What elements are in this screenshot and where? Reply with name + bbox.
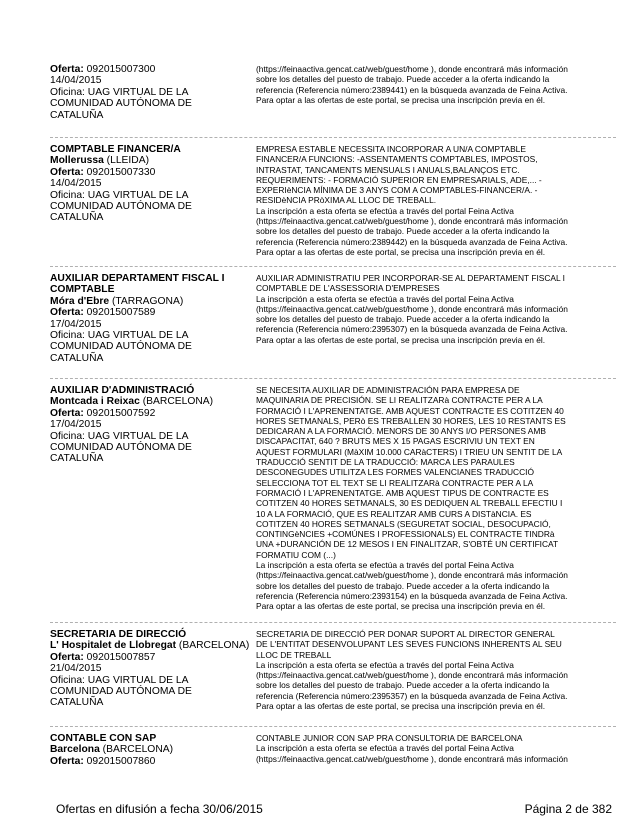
offer-office-line: COMUNIDAD AUTÓNOMA DE bbox=[50, 201, 192, 213]
description-line: EXPERIèNCIA MÍNIMA DE 3 ANYS COM A COMPTABLES-FINANCER/A. - bbox=[256, 185, 538, 196]
offer-title: SECRETARIA DE DIRECCIÓ bbox=[50, 629, 187, 640]
offer-number: 092015007857 bbox=[86, 651, 156, 663]
offer-description bbox=[256, 629, 616, 711]
description-line: La inscripción a esta oferta se efectúa a través del portal Feina Activa bbox=[256, 205, 514, 216]
description-line: COTITZEN 40 HORES SETMANALS (SEGURETAT SOCIAL, DESOCUPACIÓ, bbox=[256, 518, 551, 529]
offer-number-label: Oferta: bbox=[50, 166, 84, 178]
description-line: referencia (Referencia número:2389441) en la búsqueda avanzada de Feina Activa. bbox=[256, 84, 568, 95]
offer-location bbox=[50, 296, 250, 307]
offer-office-line: Oficina: UAG VIRTUAL DE LA bbox=[50, 330, 189, 342]
description-line: Para optar a las ofertas de este portal, se precisa una inscripción previa en él. bbox=[256, 701, 546, 712]
offer-description bbox=[256, 144, 616, 257]
offer-meta bbox=[50, 733, 250, 767]
description-line: CONTINGèNCIES +COMÚNES I PROFESSIONALS) EL CONTRACTE TINDRà bbox=[256, 529, 555, 540]
description-line: referencia (Referencia número:2395357) en la búsqueda avanzada de Feina Activa. bbox=[256, 690, 568, 701]
offer-office-line: COMUNIDAD AUTÓNOMA DE bbox=[50, 686, 192, 698]
description-line: SECRETARIA DE DIRECCIÓ PER DONAR SUPORT AL DIRECTOR GENERAL bbox=[256, 629, 555, 639]
description-line: DEDICARAN A LA FORMACIÓ. MENORS DE 30 ANYS I/O PERSONES AMB bbox=[256, 426, 546, 437]
offer-number-label: Oferta: bbox=[50, 755, 84, 767]
offer-number-line bbox=[50, 756, 250, 767]
offer-province: (BARCELONA) bbox=[178, 640, 250, 652]
description-line: La inscripción a esta oferta se efectúa a través del portal Feina Activa bbox=[256, 293, 514, 304]
offer-office-line: CATALUÑA bbox=[50, 109, 104, 121]
offer-separator bbox=[50, 622, 616, 623]
description-line: (https://feinaactiva.gencat.cat/web/guest/home ), donde encontrará más información bbox=[256, 64, 568, 74]
offer-description bbox=[256, 64, 616, 105]
offer-office-line: Oficina: UAG VIRTUAL DE LA bbox=[50, 674, 189, 686]
offer-office-line: CATALUÑA bbox=[50, 352, 104, 364]
offer-office-line: COMUNIDAD AUTÓNOMA DE bbox=[50, 442, 192, 454]
description-line: La inscripción a esta oferta se efectúa a través del portal Feina Activa bbox=[256, 659, 514, 670]
offer-office-line: Oficina: UAG VIRTUAL DE LA bbox=[50, 430, 189, 442]
offer-meta bbox=[50, 273, 250, 364]
description-line: (https://feinaactiva.gencat.cat/web/guest/home ), donde encontrará más información bbox=[256, 570, 568, 581]
offer-date: 17/04/2015 bbox=[50, 318, 102, 330]
description-line: HORES SETMANALS, PERò ES TREBALLEN 30 HORES, LES 10 RESTANTS ES bbox=[256, 415, 566, 426]
offer-number: 092015007860 bbox=[86, 755, 156, 767]
offer-number-line bbox=[50, 64, 250, 75]
description-line: Para optar a las ofertas de este portal, se precisa una inscripción previa en él. bbox=[256, 246, 546, 257]
offer-location bbox=[50, 396, 250, 407]
description-line: DESCONEGUDES UTILITZA LES FORMES VALENCIANES TRADUCCIÓ bbox=[256, 467, 534, 478]
offer-office-line: CATALUÑA bbox=[50, 453, 104, 465]
offer-city: Mollerussa bbox=[50, 155, 104, 167]
description-line: 10 A LA FORMACIÓ, QUE ES REALITZAR AMB CURS A DISTàNCIA. ES bbox=[256, 508, 532, 519]
offer-number-label: Oferta: bbox=[50, 407, 84, 419]
offer-number-label: Oferta: bbox=[50, 651, 84, 663]
offer-number-line bbox=[50, 408, 250, 419]
offer-location bbox=[50, 744, 250, 755]
description-line: La inscripción a esta oferta se efectúa a través del portal Feina Activa bbox=[256, 560, 514, 571]
description-line: referencia (Referencia número:2395307) en la búsqueda avanzada de Feina Activa. bbox=[256, 324, 568, 335]
description-line: Para optar a las ofertas de este portal, se precisa una inscripción previa en él. bbox=[256, 334, 546, 345]
offer-meta bbox=[50, 629, 250, 709]
offer-number: 092015007300 bbox=[86, 64, 156, 75]
offer-number-line bbox=[50, 167, 250, 178]
description-line: TRADUCCIÓ SENTIT DE LA TRADUCCIÓ: MARCA LES PARAULES bbox=[256, 457, 515, 468]
description-line: FINANCER/A FUNCIONS: -ASSENTAMENTS COMPTABLES, IMPOSTOS, bbox=[256, 154, 538, 165]
description-line: COTITZEN 40 HORES SETMANALS, 30 ES DEDIQUEN AL TREBALL EFECTIU I bbox=[256, 498, 563, 509]
offer-city: Montcada i Reixac bbox=[50, 396, 140, 408]
offer-separator bbox=[50, 137, 616, 138]
offer-description bbox=[256, 733, 616, 764]
offer-date: 14/04/2015 bbox=[50, 178, 102, 190]
description-line: REQUERIMENTS: - FORMACIÓ SUPERIOR EN EMPRESARIALS, ADE,... - bbox=[256, 174, 542, 185]
description-line: sobre los detalles del puesto de trabajo. Puede acceder a la oferta indicando la bbox=[256, 680, 550, 691]
offer-number: 092015007592 bbox=[86, 407, 156, 419]
description-line: INTRASTAT, TANCAMENTS MENSUALS I ANUALS,BALANÇOS ETC. bbox=[256, 164, 520, 175]
offer-date: 21/04/2015 bbox=[50, 663, 102, 675]
description-line: sobre los detalles del puesto de trabajo. Puede acceder a la oferta indicando la bbox=[256, 314, 550, 325]
description-line: DISCAPACITAT, 640 ? BRUTS MES X 15 PAGAS ESCRIVIU UN TEXT EN bbox=[256, 436, 535, 447]
offer-title: COMPTABLE bbox=[50, 284, 115, 296]
description-line: SE NECESITA AUXILIAR DE ADMINISTRACIÓN PARA EMPRESA DE bbox=[256, 385, 520, 395]
offer-office-line: CATALUÑA bbox=[50, 697, 104, 709]
offer-location bbox=[50, 640, 250, 651]
description-line: SELECCIONA TOT EL TEXT SE LI REALITZARà CONTRACTE PER A LA bbox=[256, 477, 534, 488]
offer-province: (BARCELONA) bbox=[142, 396, 214, 408]
description-line: AUXILIAR ADMINISTRATIU PER INCORPORAR-SE AL DEPARTAMENT FISCAL I bbox=[256, 273, 565, 283]
offer-date: 17/04/2015 bbox=[50, 419, 102, 431]
offer-meta bbox=[50, 144, 250, 224]
description-line: FORMACIÓ I L'APRENENTATGE. AMB AQUEST TIPUS DE CONTRACTE ES bbox=[256, 487, 549, 498]
description-line: COMPTABLE DE L'ASSESSORIA D'EMPRESES bbox=[256, 283, 440, 294]
description-line: DE L'ENTITAT DESENVOLUPANT LES SEVES FUNCIONS INHERENTS AL SEU bbox=[256, 639, 562, 650]
description-line: (https://feinaactiva.gencat.cat/web/guest/home ), donde encontrará más información bbox=[256, 670, 568, 681]
description-line: LLOC DE TREBALL bbox=[256, 649, 332, 660]
offer-city: Barcelona bbox=[50, 744, 100, 756]
offer-description bbox=[256, 385, 616, 612]
offer-province: (TARRAGONA) bbox=[111, 295, 184, 307]
offer-office-line: CATALUÑA bbox=[50, 212, 104, 224]
footer-page-number: Página 2 de 382 bbox=[524, 802, 612, 816]
description-line: RESIDèNCIA PRòXIMA AL LLOC DE TREBALL. bbox=[256, 195, 437, 206]
description-line: La inscripción a esta oferta se efectúa a través del portal Feina Activa bbox=[256, 743, 514, 754]
description-line: FORMACIÓ I L'APRENENTATGE. AMB AQUEST CONTRACTE ES COTITZEN 40 bbox=[256, 405, 564, 416]
offer-title: AUXILIAR DEPARTAMENT FISCAL I bbox=[50, 273, 225, 284]
offer-title: AUXILIAR D'ADMINISTRACIÓ bbox=[50, 385, 195, 396]
offer-date: 14/04/2015 bbox=[50, 75, 102, 87]
offer-province: (BARCELONA) bbox=[102, 744, 174, 756]
offer-office-line: Oficina: UAG VIRTUAL DE LA bbox=[50, 189, 189, 201]
description-line: referencia (Referencia número:2389442) en la búsqueda avanzada de Feina Activa. bbox=[256, 236, 568, 247]
description-line: sobre los detalles del puesto de trabajo. Puede acceder a la oferta indicando la bbox=[256, 226, 550, 237]
description-line: MAQUINARIA DE PRECISIÓN. SE LI REALITZARà CONTRACTE PER A LA bbox=[256, 395, 543, 406]
description-line: UNA +DURANCIÓN DE 12 MESOS I EN FINALITZAR, S'OBTÉ UN CERTIFICAT bbox=[256, 539, 559, 550]
offer-meta bbox=[50, 385, 250, 465]
offer-number-line bbox=[50, 652, 250, 663]
offer-location bbox=[50, 155, 250, 166]
offer-city: Móra d'Ebre bbox=[50, 295, 110, 307]
footer-date-text: Ofertas en difusión a fecha 30/06/2015 bbox=[56, 802, 263, 816]
description-line: referencia (Referencia número:2393154) en la búsqueda avanzada de Feina Activa. bbox=[256, 590, 568, 601]
offer-number-line bbox=[50, 307, 250, 318]
offer-number: 092015007589 bbox=[86, 307, 156, 319]
description-line: (https://feinaactiva.gencat.cat/web/guest/home ), donde encontrará más información bbox=[256, 753, 568, 764]
offer-number: 092015007330 bbox=[86, 166, 156, 178]
offer-description bbox=[256, 273, 616, 345]
offer-office-line: COMUNIDAD AUTÓNOMA DE bbox=[50, 98, 192, 110]
description-line: Para optar a las ofertas de este portal, se precisa una inscripción previa en él. bbox=[256, 94, 546, 105]
description-line: CONTABLE JUNIOR CON SAP PRA CONSULTORIA DE BARCELONA bbox=[256, 733, 523, 743]
offer-title: CONTABLE CON SAP bbox=[50, 733, 157, 744]
offer-office-line: COMUNIDAD AUTÓNOMA DE bbox=[50, 341, 192, 353]
description-line: (https://feinaactiva.gencat.cat/web/guest/home ), donde encontrará más información bbox=[256, 303, 568, 314]
description-line: Para optar a las ofertas de este portal, se precisa una inscripción previa en él. bbox=[256, 601, 546, 612]
offer-title: COMPTABLE FINANCER/A bbox=[50, 144, 181, 155]
description-line: EMPRESA ESTABLE NECESSITA INCORPORAR A UN/A COMPTABLE bbox=[256, 144, 526, 154]
description-line: FORMATIU COM (...) bbox=[256, 549, 336, 560]
offer-separator bbox=[50, 726, 616, 727]
offer-office-line: Oficina: UAG VIRTUAL DE LA bbox=[50, 86, 189, 98]
offer-separator bbox=[50, 378, 616, 379]
offer-number-label: Oferta: bbox=[50, 64, 84, 75]
offer-meta bbox=[50, 64, 250, 121]
description-line: sobre los detalles del puesto de trabajo. Puede acceder a la oferta indicando la bbox=[256, 74, 550, 85]
offer-number-label: Oferta: bbox=[50, 307, 84, 319]
offer-city: L' Hospitalet de Llobregat bbox=[50, 640, 177, 652]
offer-separator bbox=[50, 266, 616, 267]
description-line: AQUEST FORMULARI (MàXIM 10.000 CARàCTERS) I TRIEU UN SENTIT DE LA bbox=[256, 446, 563, 457]
description-line: sobre los detalles del puesto de trabajo. Puede acceder a la oferta indicando la bbox=[256, 580, 550, 591]
offer-province: (LLEIDA) bbox=[106, 155, 150, 167]
description-line: (https://feinaactiva.gencat.cat/web/guest/home ), donde encontrará más información bbox=[256, 216, 568, 227]
